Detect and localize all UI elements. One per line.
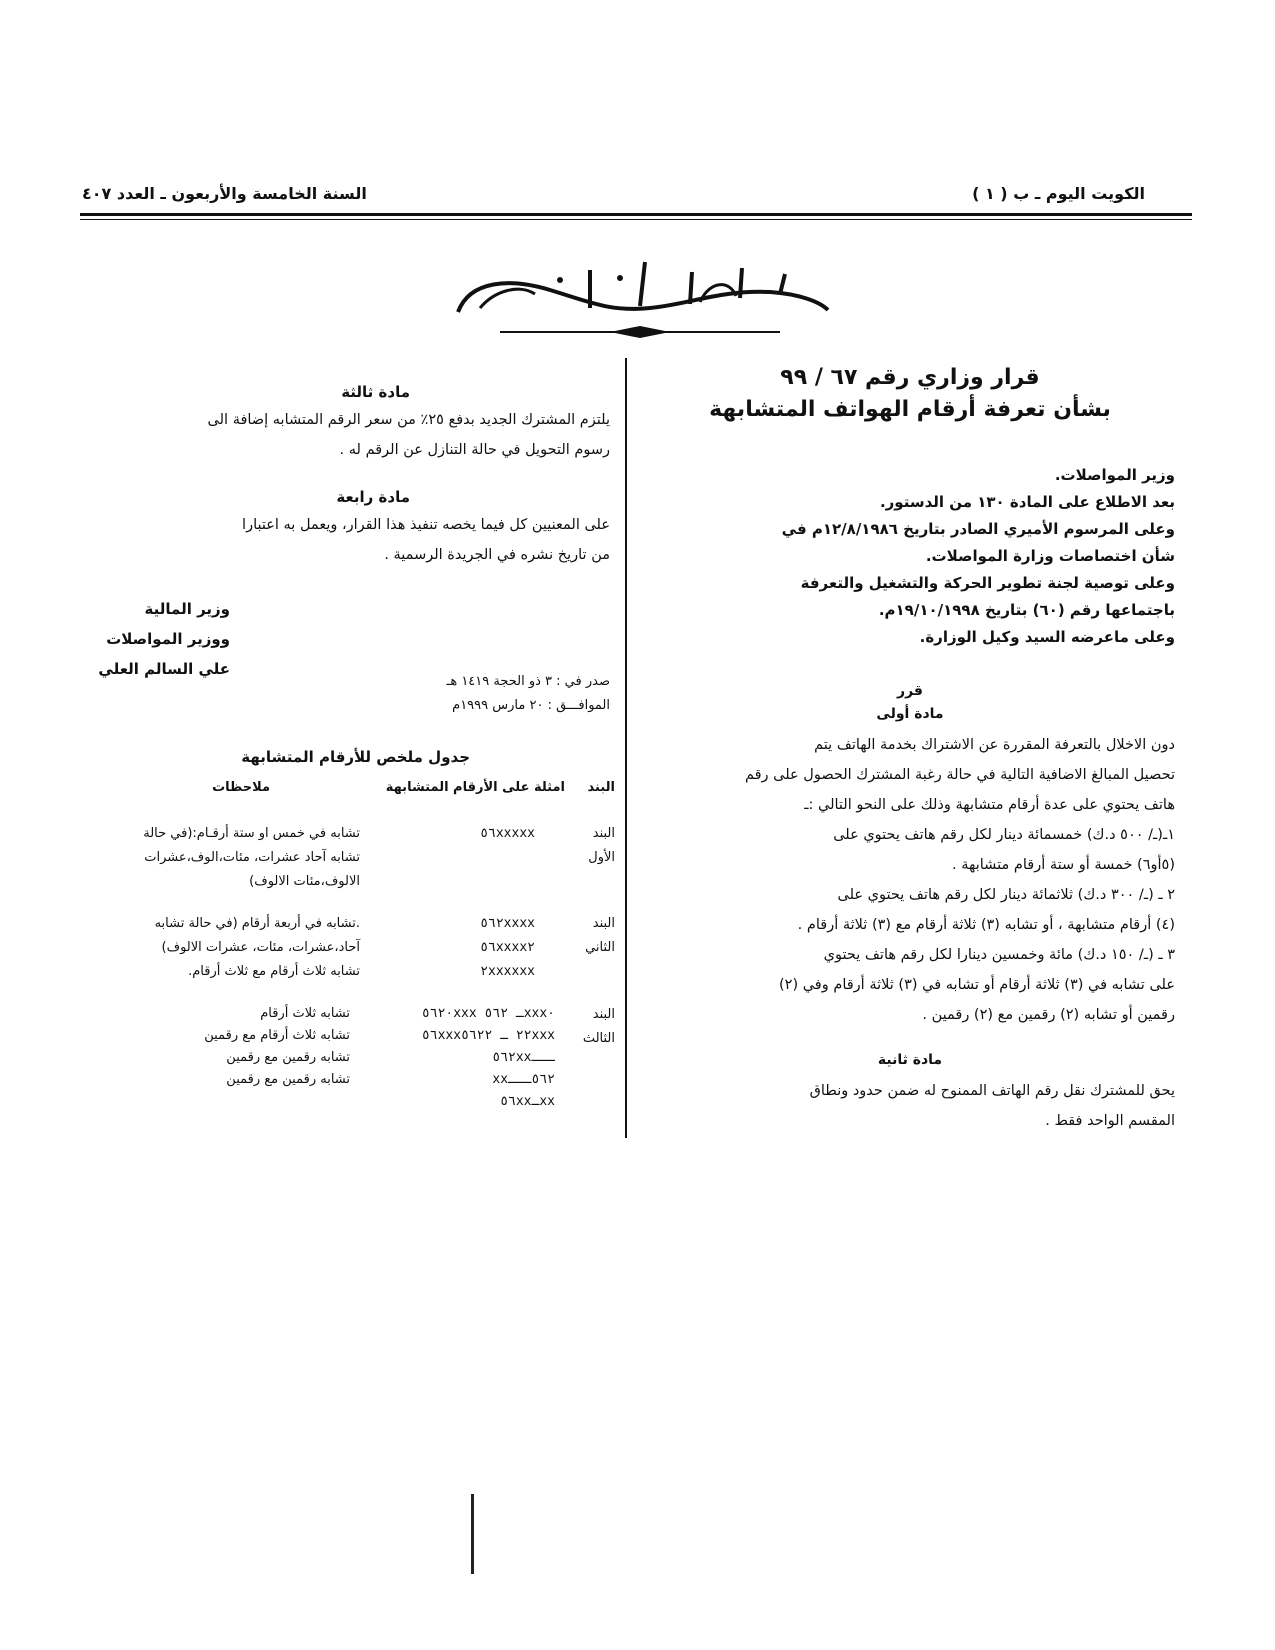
article-line: يحق للمشترك نقل رقم الهاتف الممنوح له ضمن حدود ونطاق xyxy=(809,1083,1175,1099)
article-line: رقمين أو تشابه (٢) رقمين مع (٢) رقمين . xyxy=(922,1007,1175,1023)
decided-label: قرر xyxy=(897,683,923,699)
article4-body xyxy=(90,510,610,570)
article1-heading: مادة أولى xyxy=(876,706,944,722)
table-cell: ٥٦٢xxxx xyxy=(480,916,535,931)
table-cell: .تشابه في أربعة أرقام (في حالة تشابه xyxy=(154,916,360,931)
table-cell: تشابه ثلاث أرقام xyxy=(260,1006,350,1021)
table-cell: البند xyxy=(592,826,615,841)
table-cell: ٢xxxxxx xyxy=(480,964,535,979)
article3-heading: مادة ثالثة xyxy=(341,383,410,401)
header-rule-thin xyxy=(80,219,1192,220)
table-cell: البند xyxy=(592,1007,615,1022)
preamble xyxy=(645,462,1175,651)
table-cell: الأول xyxy=(588,850,615,865)
decree-subject: بشأن تعرفة أرقام الهواتف المتشابهة xyxy=(709,397,1111,422)
header-issue-label: الكويت اليوم ـ ب ( ١ ) xyxy=(972,184,1145,203)
article-line: ٢ ـ (ـ/ ٣٠٠ د.ك) ثلاثمائة دينار لكل رقم هاتف يحتوي على xyxy=(837,887,1175,903)
signature-block xyxy=(70,594,230,684)
table-cell: آحاد،عشرات، مئات، عشرات الالوف) xyxy=(161,940,360,955)
page-edge-mark xyxy=(471,1494,474,1574)
table-cell: تشابه ثلاث أرقام مع ثلاث أرقام. xyxy=(188,964,360,979)
table-row-examples xyxy=(405,912,535,984)
table-row-notes xyxy=(90,822,360,894)
preamble-line: شأن اختصاصات وزارة المواصلات. xyxy=(925,547,1175,565)
signature-line: علي السالم العلي xyxy=(98,660,230,678)
issued-block xyxy=(370,670,610,718)
table-row-examples xyxy=(405,822,535,846)
table-row-item xyxy=(570,1003,615,1051)
table-title: جدول ملخص للأرقام المتشابهة xyxy=(241,748,470,766)
table-cell: ٥٦xxـxx xyxy=(500,1094,555,1109)
table-header-notes: ملاحظات xyxy=(212,780,270,795)
article-line: رسوم التحويل في حالة التنازل عن الرقم له . xyxy=(339,442,610,458)
table-cell: ٥٦٢٠xxx ـ ٥٦٢xxx٠ xyxy=(421,1006,555,1021)
table-cell: الثاني xyxy=(585,940,615,955)
table-cell: تشابه ثلاث أرقام مع رقمين xyxy=(204,1028,350,1043)
table-cell: ٥٦xxx٢٢ ـ ٥٦٢٢xxx xyxy=(421,1028,555,1043)
article-line: تحصيل المبالغ الاضافية التالية في حالة رغبة المشترك الحصول على رقم xyxy=(744,767,1175,783)
issued-line: الموافـــق : ٢٠ مارس ١٩٩٩م xyxy=(452,698,610,713)
table-cell: تشابه رقمين مع رقمين xyxy=(226,1050,350,1065)
ministry-calligraphy-logo xyxy=(440,250,840,350)
signature-line: وزير المالية xyxy=(144,600,230,618)
table-row-examples xyxy=(355,1003,555,1113)
table-row-notes xyxy=(150,1003,350,1091)
preamble-line: وعلى توصية لجنة تطوير الحركة والتشغيل والتعرفة xyxy=(800,574,1175,592)
preamble-line: وعلى ماعرضه السيد وكيل الوزارة. xyxy=(919,628,1175,646)
table-header-examples: امثلة على الأرقام المتشابهة xyxy=(385,780,565,795)
table-row-item xyxy=(570,822,615,870)
header-rule xyxy=(80,213,1192,216)
table-cell: ٥٦xxxx٢ xyxy=(480,940,535,955)
table-cell: تشابه آحاد عشرات، مئات،الوف،عشرات xyxy=(144,850,360,865)
preamble-line: باجتماعها رقم (٦٠) بتاريخ ١٩/١٠/١٩٩٨م. xyxy=(878,601,1175,619)
article-line: دون الاخلال بالتعرفة المقررة عن الاشتراك بخدمة الهاتف يتم xyxy=(814,737,1175,753)
article-line: (٤) أرقام متشابهة ، أو تشابه (٣) ثلاثة أرقام مع (٣) ثلاثة أرقام . xyxy=(797,917,1175,933)
decree-title: قرار وزاري رقم ٦٧ / ٩٩ xyxy=(780,365,1040,390)
article-line: ١ـ(ـ/ ٥٠٠ د.ك) خمسمائة دينار لكل رقم هاتف يحتوي على xyxy=(833,827,1175,843)
preamble-line: وعلى المرسوم الأميري الصادر بتاريخ ١٢/٨/١٩٨٦م في xyxy=(781,520,1175,538)
table-cell: ٥٦٢xxـــ xyxy=(492,1050,555,1065)
article4-heading: مادة رابعة xyxy=(336,488,410,506)
table-cell: الالوف،مئات الالوف) xyxy=(249,874,360,889)
preamble-line: وزير المواصلات. xyxy=(1054,466,1175,484)
article-line: على تشابه في (٣) ثلاثة أرقام أو تشابه في (٣) ثلاثة أرقام وفي (٢) xyxy=(778,977,1175,993)
table-cell: الثالث xyxy=(582,1031,615,1046)
article1-body xyxy=(645,730,1175,1030)
article-line: ٣ ـ (ـ/ ١٥٠ د.ك) مائة وخمسين دينارا لكل رقم هاتف يحتوي xyxy=(823,947,1175,963)
article2-body xyxy=(645,1076,1175,1136)
article3-body xyxy=(90,405,610,465)
article-line: المقسم الواحد فقط . xyxy=(1045,1113,1175,1129)
table-row-item xyxy=(570,912,615,960)
table-cell: البند xyxy=(592,916,615,931)
header-year-issue: السنة الخامسة والأربعون ـ العدد ٤٠٧ xyxy=(82,184,367,203)
article-line: من تاريخ نشره في الجريدة الرسمية . xyxy=(384,547,610,563)
table-cell: تشابه رقمين مع رقمين xyxy=(226,1072,350,1087)
issued-line: صدر في : ٣ ذو الحجة ١٤١٩ هـ xyxy=(446,674,610,689)
article-line: (٥أو٦) خمسة أو ستة أرقام متشابهة . xyxy=(952,857,1175,873)
table-cell: تشابه في خمس او ستة أرقـام:(في حالة xyxy=(143,826,360,841)
article-line: يلتزم المشترك الجديد بدفع ٢٥٪ من سعر الرقم المتشابه إضافة الى xyxy=(207,412,610,428)
signature-line: ووزير المواصلات xyxy=(106,630,230,648)
table-header-item: البند xyxy=(587,780,615,795)
column-divider xyxy=(625,358,627,1138)
table-row-notes xyxy=(90,912,360,984)
article2-heading: مادة ثانية xyxy=(877,1052,943,1068)
table-cell: ٥٦٢ـــxx xyxy=(492,1072,555,1087)
article-line: على المعنيين كل فيما يخصه تنفيذ هذا القرار، ويعمل به اعتبارا xyxy=(242,517,610,533)
table-cell: ٥٦xxxxx xyxy=(480,826,535,841)
article-line: هاتف يحتوي على عدة أرقام متشابهة وذلك على النحو التالي :ـ xyxy=(804,797,1175,813)
preamble-line: بعد الاطلاع على المادة ١٣٠ من الدستور. xyxy=(879,493,1175,511)
logo-text: وزارة المواصلات xyxy=(640,349,647,350)
